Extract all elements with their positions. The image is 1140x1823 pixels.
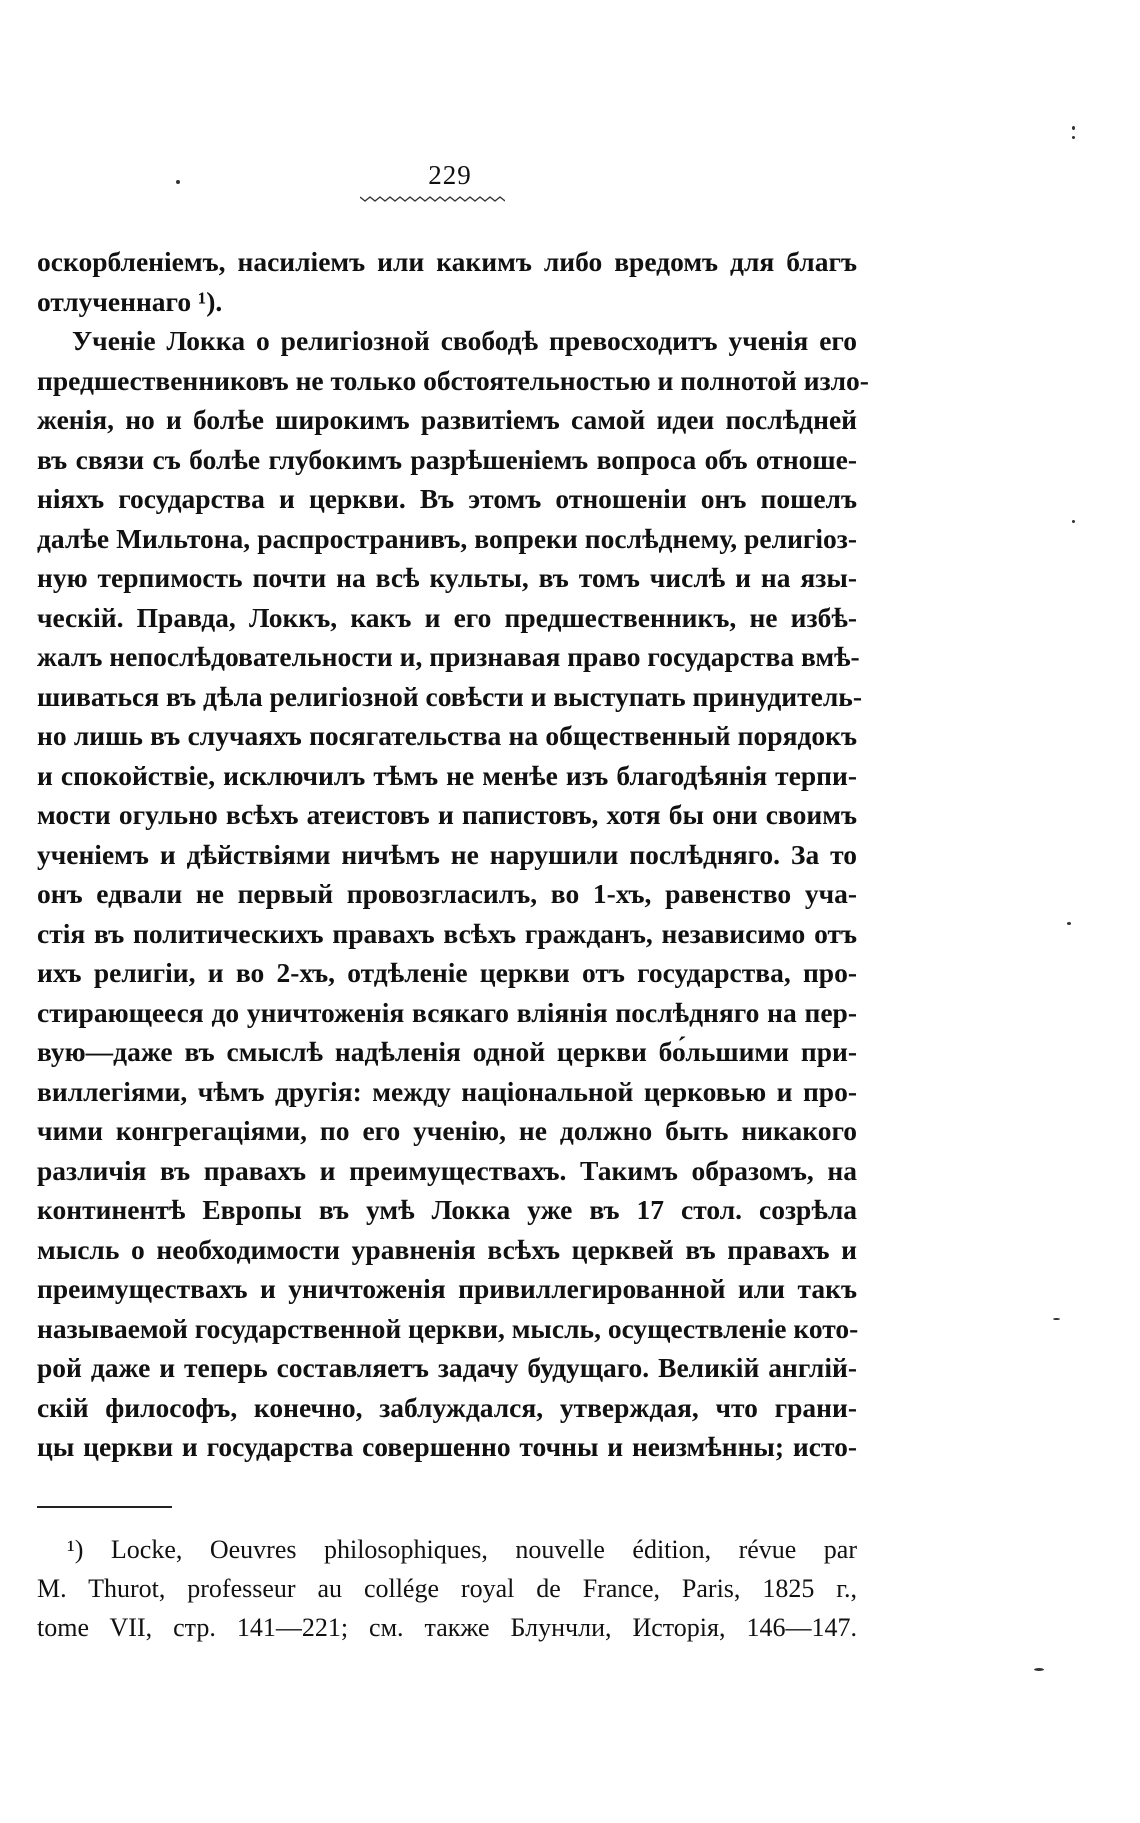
text-line: въ связи съ болѣе глубокимъ разрѣшеніемъ вопроса объ отноше-	[37, 443, 857, 475]
text-line: чими конгрегаціями, по его ученію, не должно быть никакого	[37, 1115, 857, 1146]
scan-speck	[1072, 520, 1075, 523]
scan-speck	[1034, 1668, 1044, 1671]
footnote-divider	[37, 1506, 172, 1508]
text-line: называемой государственной церкви, мысль, осуществленіе кото-	[37, 1312, 859, 1344]
text-line: вую—даже въ смыслѣ надѣленія одной церкви бо́льшими при-	[37, 1036, 857, 1067]
scan-speck	[1053, 1318, 1060, 1320]
text-line: ную терпимость почти на всѣ культы, въ томъ числѣ и на язы-	[37, 562, 857, 593]
text-line: стія въ политическихъ правахъ всѣхъ гражданъ, независимо отъ	[37, 917, 857, 949]
text-line: стирающееся до уничтоженія всякаго вліянія послѣдняго на пер-	[37, 996, 857, 1028]
text-line: отлученнаго ¹).	[37, 285, 223, 317]
text-line: виллегіями, чѣмъ другія: между національной церковью и про-	[37, 1075, 857, 1107]
page-number: 229	[428, 160, 472, 190]
text-line: но лишь въ случаяхъ посягательства на общественный порядокъ	[37, 720, 857, 751]
text-line: оскорбленіемъ, насиліемъ или какимъ либо вредомъ для благъ	[37, 246, 857, 277]
scan-speck	[1072, 126, 1075, 130]
text-line: различія въ правахъ и преимуществахъ. Такимъ образомъ, на	[37, 1154, 857, 1186]
text-line: мости огульно всѣхъ атеистовъ и папистовъ, хотя бы они своимъ	[37, 799, 857, 830]
text-line: далѣе Мильтона, распространивъ, вопреки послѣднему, религіоз-	[37, 522, 857, 554]
footnote-line: M. Thurot, professeur au collége royal de France, Paris, 1825 г.,	[37, 1574, 857, 1603]
text-line: Ученіе Локка о религіозной свободѣ превосходитъ ученія его	[72, 325, 857, 356]
text-line: предшественниковъ не только обстоятельностью и полнотой изло-	[37, 364, 869, 396]
text-line: рой даже и теперь составляетъ задачу будущаго. Великій англій-	[37, 1352, 857, 1383]
text-line: континентѣ Европы въ умѣ Локка уже въ 17 стол. созрѣла	[37, 1194, 857, 1225]
text-line: мысль о необходимости уравненія всѣхъ церквей въ правахъ и	[37, 1233, 857, 1265]
text-line: шиваться въ дѣла религіозной совѣсти и выступать принудитель-	[37, 680, 862, 712]
text-line: жалъ непослѣдовательности и, признавая право государства вмѣ-	[37, 641, 860, 672]
footnotes	[37, 1530, 857, 1647]
footnote-line: tome VII, стр. 141—221; см. также Блунчли, Исторія, 146—147.	[37, 1613, 857, 1642]
text-line: цы церкви и государства совершенно точны и неизмѣнны; исто-	[37, 1431, 857, 1462]
text-line: преимуществахъ и уничтоженія привиллегированной или такъ	[37, 1273, 857, 1304]
text-line: ніяхъ государства и церкви. Въ этомъ отношеніи онъ пошелъ	[37, 483, 857, 514]
scan-speck	[176, 180, 180, 184]
body-text	[37, 242, 869, 1467]
scan-speck	[1072, 136, 1075, 139]
text-line: онъ едвали не первый провозгласилъ, во 1-хъ, равенство уча-	[37, 878, 857, 909]
text-line: и спокойствіе, исключилъ тѣмъ не менѣе изъ благодѣянія терпи-	[37, 759, 857, 791]
text-line: женія, но и болѣе широкимъ развитіемъ самой идеи послѣдней	[37, 404, 857, 435]
wavy-rule	[360, 196, 505, 202]
text-line: ческій. Правда, Локкъ, какъ и его предшественникъ, не избѣ-	[37, 601, 857, 633]
scan-speck	[1067, 922, 1071, 925]
footnote-line: ¹) Locke, Oeuvres philosophiques, nouvelle édition, révue par	[67, 1535, 857, 1564]
text-line: ихъ религіи, и во 2-хъ, отдѣленіе церкви отъ государства, про-	[37, 957, 857, 988]
text-line: ученіемъ и дѣйствіями ничѣмъ не нарушили послѣдняго. За то	[37, 838, 857, 870]
text-line: скій философъ, конечно, заблуждался, утверждая, что грани-	[37, 1391, 857, 1423]
